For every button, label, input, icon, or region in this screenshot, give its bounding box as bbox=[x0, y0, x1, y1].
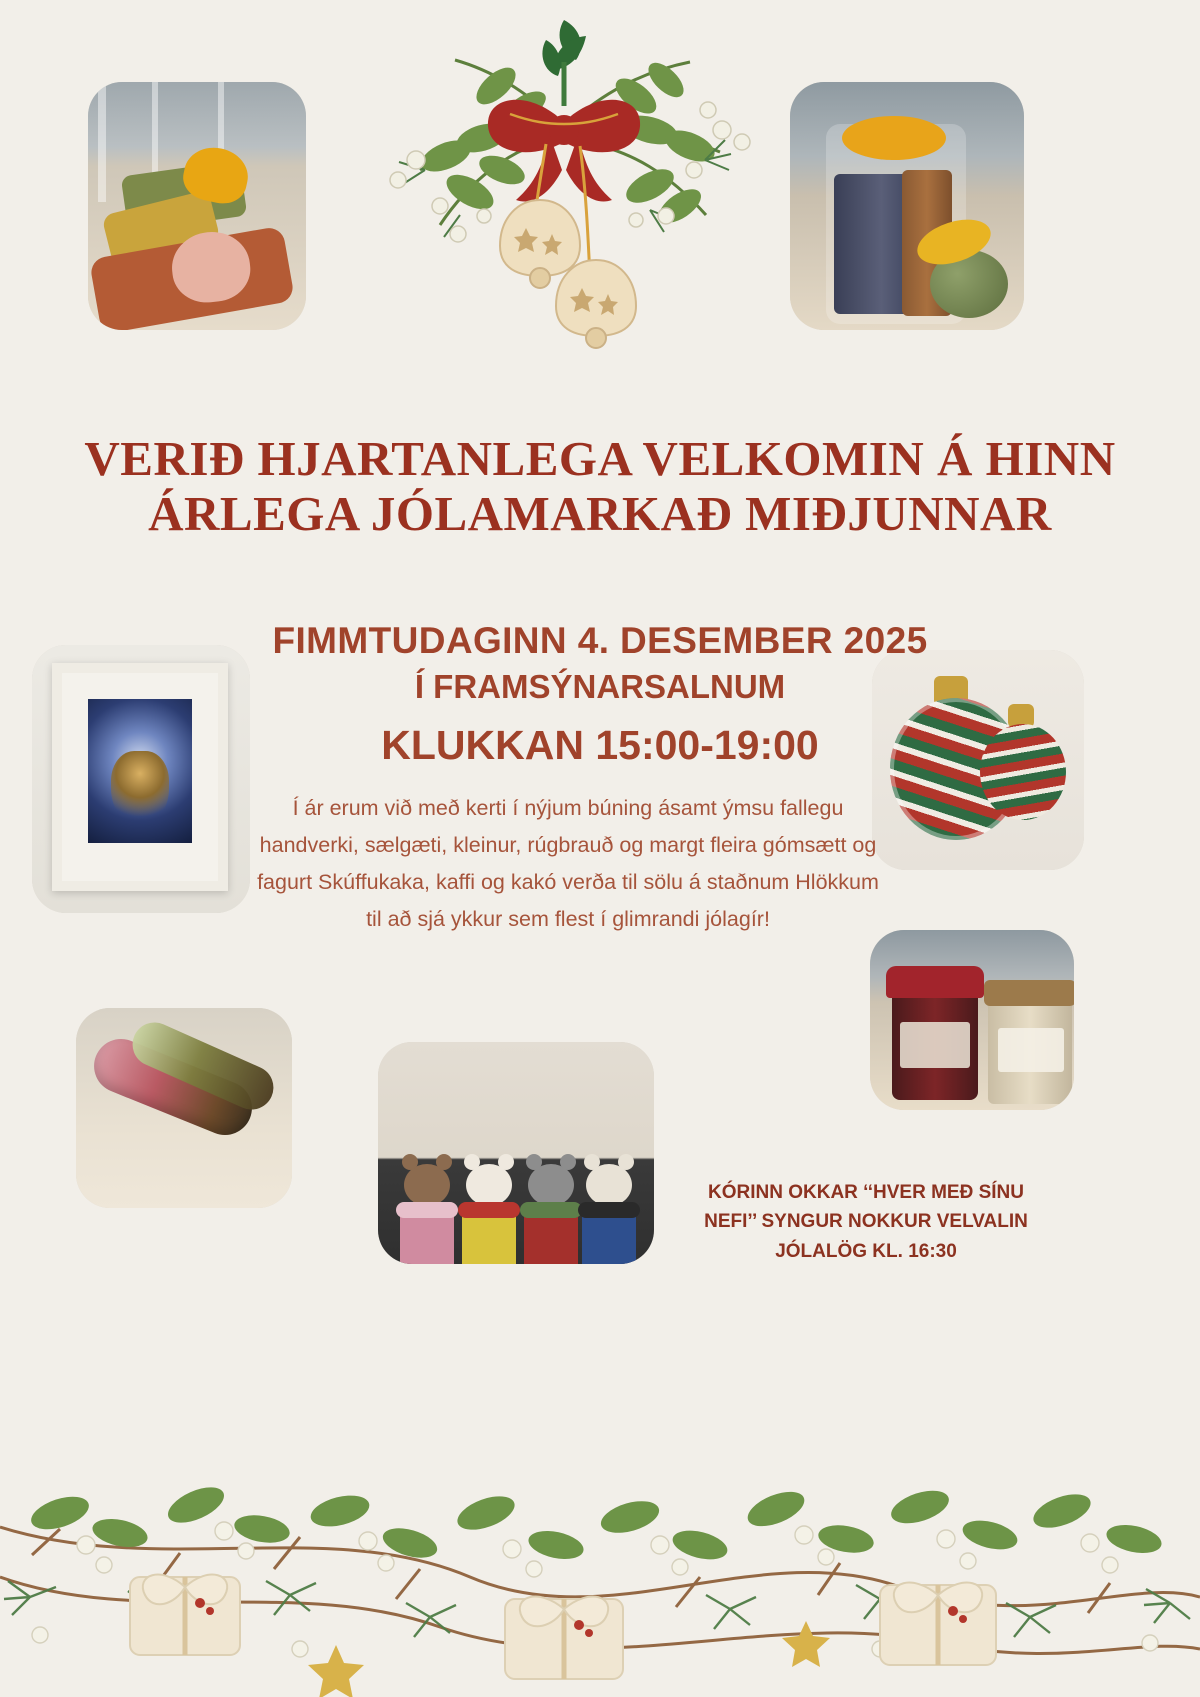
event-time: KLUKKAN 15:00-19:00 bbox=[381, 722, 819, 768]
event-place: Í FRAMSÝNARSALNUM bbox=[414, 668, 786, 705]
wrapped-candles-photo bbox=[790, 82, 1024, 330]
sweets-photo bbox=[76, 1008, 292, 1208]
holly-bow-bells-decoration bbox=[350, 10, 770, 370]
knitted-cloths-photo bbox=[88, 82, 306, 330]
jam-jars-photo bbox=[870, 930, 1074, 1110]
event-date: FIMMTUDAGINN 4. DESEMBER 2025 bbox=[272, 620, 928, 661]
knitted-teddies-photo bbox=[378, 1042, 654, 1264]
mistletoe-garland-decoration bbox=[0, 1277, 1200, 1697]
poster-headline: VERIÐ HJARTANLEGA VELKOMIN Á HINN ÁRLEGA JÓLAMARKAÐ MIÐJUNNAR bbox=[84, 431, 1116, 541]
event-description: Í ár erum við með kerti í nýjum búning ásamt ýmsu fallegu handverki, sælgæti, kleinur, rúgbrauð og margt fleira gómsætt og fagurt Skúffukaka, kaffi og kakó verða til sölu á staðnum Hlökkum til að sjá ykkur sem flest í glimrandi jólagír! bbox=[257, 796, 879, 931]
choir-note: KÓRINN OKKAR ‘‘HVER MEÐ SÍNU NEFI’’ SYNGUR NOKKUR VELVALIN JÓLALÖG KL. 16:30 bbox=[704, 1182, 1028, 1262]
